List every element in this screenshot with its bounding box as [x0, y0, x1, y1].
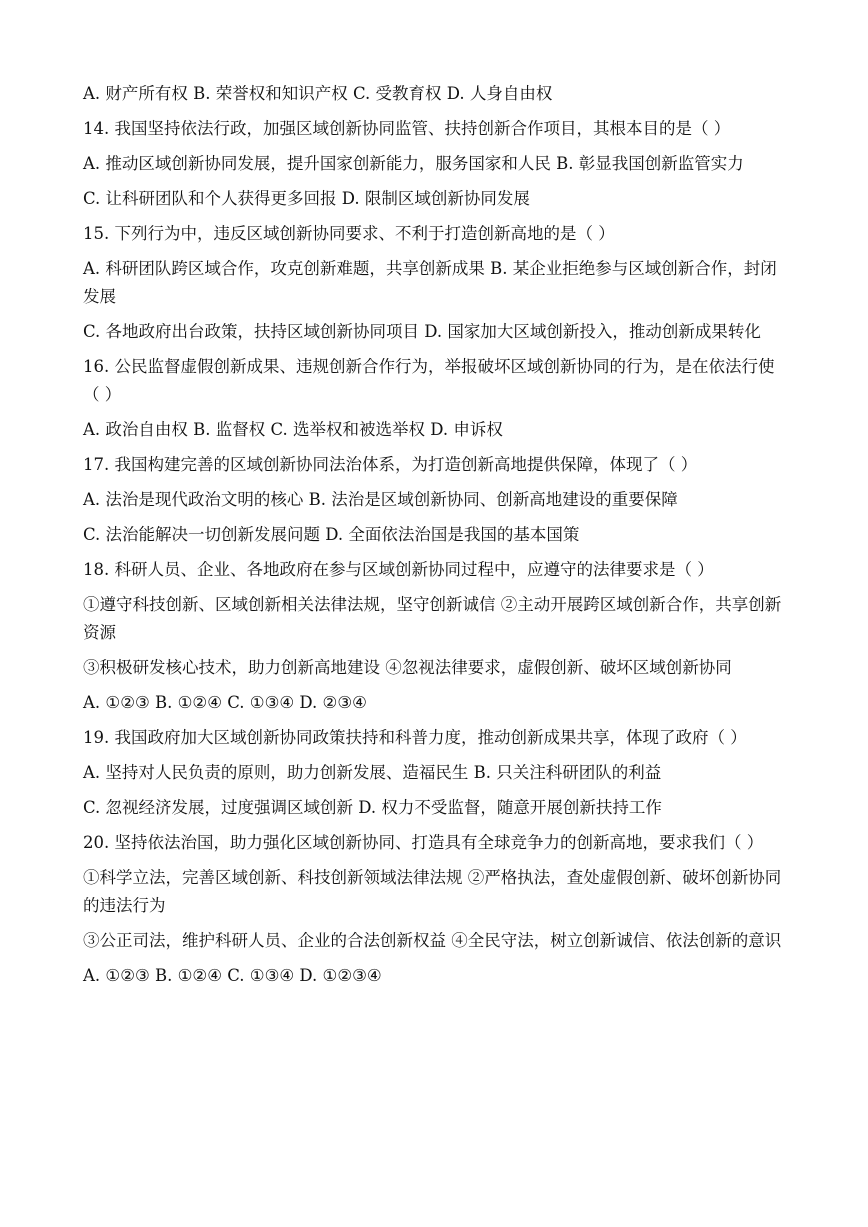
q19-options-cd: C. 忽视经济发展，过度强调区域创新 D. 权力不受监督，随意开展创新扶持工作 — [83, 798, 662, 817]
q18-stem: 18. 科研人员、企业、各地政府在参与区域创新协同过程中，应遵守的法律要求是（ ） — [83, 560, 714, 579]
q14-stem: 14. 我国坚持依法行政，加强区域创新协同监管、扶持创新合作项目，其根本目的是（ ） — [83, 119, 731, 138]
q16-options: A. 政治自由权 B. 监督权 C. 选举权和被选举权 D. 申诉权 — [83, 420, 503, 439]
q15-stem: 15. 下列行为中，违反区域创新协同要求、不利于打造创新高地的是（ ） — [83, 224, 615, 243]
q13-options: A. 财产所有权 B. 荣誉权和知识产权 C. 受教育权 D. 人身自由权 — [83, 84, 553, 103]
q20-stem: 20. 坚持依法治国，助力强化区域创新协同、打造具有全球竞争力的创新高地，要求我们（ ） — [83, 833, 764, 852]
q17-options-ab: A. 法治是现代政治文明的核心 B. 法治是区域创新协同、创新高地建设的重要保障 — [83, 490, 678, 509]
q18-options: A. ①②③ B. ①②④ C. ①③④ D. ②③④ — [83, 693, 367, 712]
q16-stem: 16. 公民监督虚假创新成果、违规创新合作行为，举报破坏区域创新协同的行为，是在依法行使（ ） — [83, 357, 775, 404]
q20-options: A. ①②③ B. ①②④ C. ①③④ D. ①②③④ — [83, 966, 382, 985]
q20-items-12: ①科学立法，完善区域创新、科技创新领域法律法规 ②严格执法，查处虚假创新、破坏创新协同的违法行为 — [83, 868, 782, 915]
q19-stem: 19. 我国政府加大区域创新协同政策扶持和科普力度，推动创新成果共享，体现了政府（ ） — [83, 728, 747, 747]
q18-items-34: ③积极研发核心技术，助力创新高地建设 ④忽视法律要求，虚假创新、破坏区域创新协同 — [83, 658, 732, 677]
q20-items-34: ③公正司法，维护科研人员、企业的合法创新权益 ④全民守法，树立创新诚信、依法创新的意识 — [83, 931, 782, 950]
q15-options-ab: A. 科研团队跨区域合作，攻克创新难题，共享创新成果 B. 某企业拒绝参与区域创新合作，封闭发展 — [83, 259, 777, 306]
q18-items-12: ①遵守科技创新、区域创新相关法律法规，坚守创新诚信 ②主动开展跨区域创新合作，共享创新资源 — [83, 595, 782, 642]
q19-options-ab: A. 坚持对人民负责的原则，助力创新发展、造福民生 B. 只关注科研团队的利益 — [83, 763, 662, 782]
document-page — [83, 80, 788, 990]
q17-options-cd: C. 法治能解决一切创新发展问题 D. 全面依法治国是我国的基本国策 — [83, 525, 580, 544]
q14-options-ab: A. 推动区域创新协同发展，提升国家创新能力，服务国家和人民 B. 彰显我国创新监管实力 — [83, 154, 744, 173]
q17-stem: 17. 我国构建完善的区域创新协同法治体系，为打造创新高地提供保障，体现了（ ） — [83, 455, 698, 474]
q14-options-cd: C. 让科研团队和个人获得更多回报 D. 限制区域创新协同发展 — [83, 189, 530, 208]
q15-options-cd: C. 各地政府出台政策，扶持区域创新协同项目 D. 国家加大区域创新投入，推动创新成果转化 — [83, 322, 761, 341]
